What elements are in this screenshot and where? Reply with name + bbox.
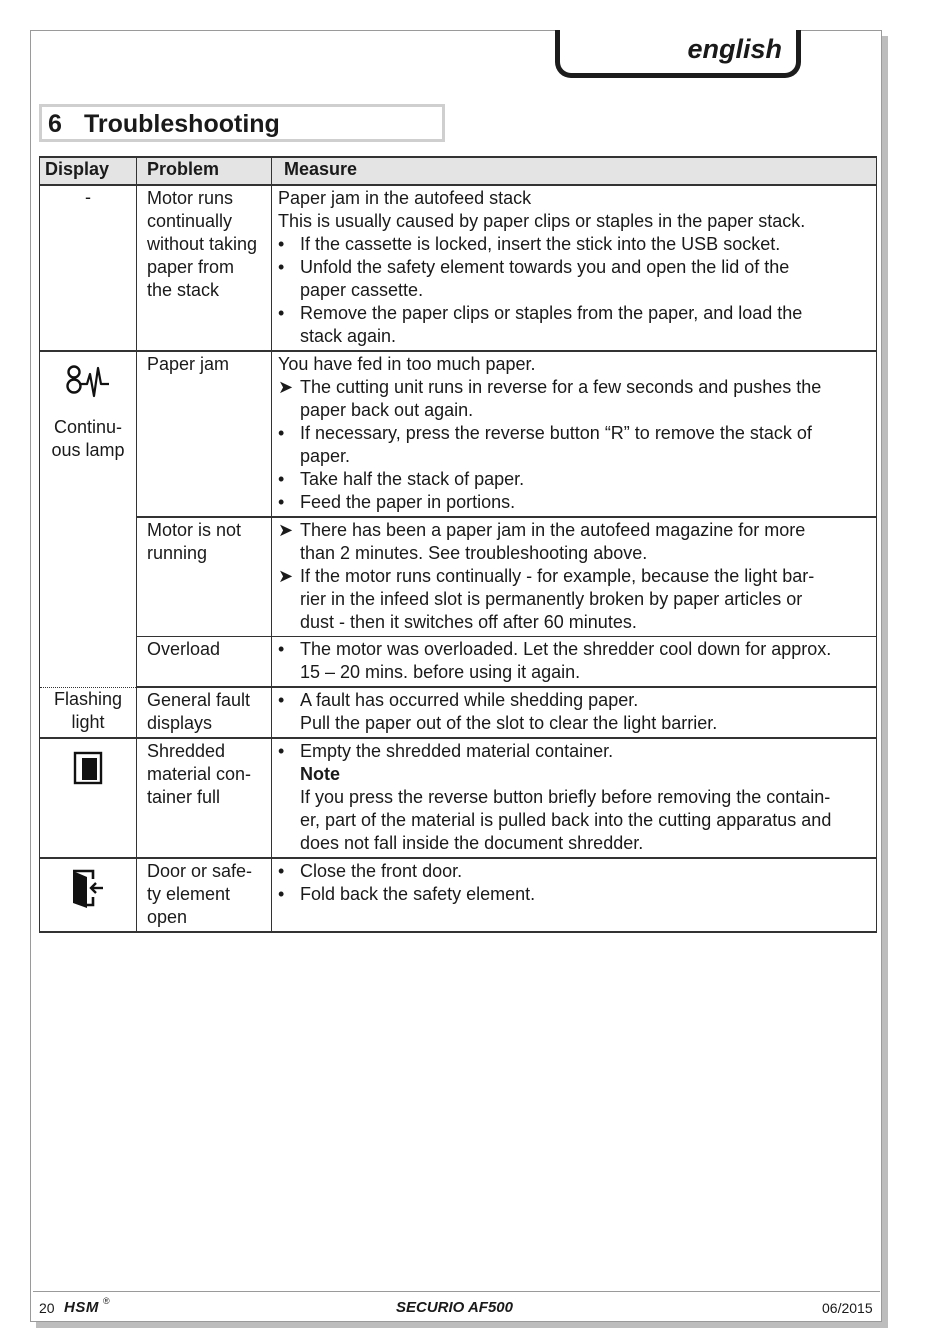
- troubleshooting-table: [39, 156, 877, 933]
- bullet-text: Remove the paper clips or staples from the paper, and load the: [300, 303, 803, 323]
- item-text: than 2 minutes. See troubleshooting above.: [300, 543, 648, 563]
- arrow-marker: ➤: [278, 377, 294, 397]
- table-header-row: [40, 157, 877, 185]
- paper-jam-icon: [65, 362, 111, 398]
- problem-line: General fault: [147, 690, 251, 710]
- display-text: light: [71, 711, 105, 732]
- problem-cell: [137, 687, 272, 738]
- measure-cell: [272, 687, 877, 738]
- brand-logo: HSM: [64, 1299, 99, 1316]
- bullet-text: paper cassette.: [300, 280, 424, 300]
- problem-line: without taking: [147, 234, 258, 254]
- bullet-marker: •: [278, 469, 285, 489]
- measure-cell: [272, 517, 877, 637]
- problem-cell: [137, 858, 272, 932]
- measure-line: This is usually caused by paper clips or staples in the paper stack.: [278, 211, 806, 231]
- table-row: [40, 858, 877, 932]
- problem-cell: [137, 637, 272, 688]
- item-text: paper back out again.: [300, 400, 474, 420]
- display-text: Flashing: [53, 688, 123, 709]
- table-row: [40, 738, 877, 858]
- item-text: The cutting unit runs in reverse for a few seconds and pushes the: [300, 377, 822, 397]
- display-text: ous lamp: [51, 440, 125, 460]
- display-cell: [40, 738, 137, 858]
- column-header-problem: Problem: [137, 157, 272, 185]
- item-text: If necessary, press the reverse button “R” to remove the stack of: [300, 423, 812, 443]
- display-text: -: [85, 187, 91, 207]
- item-text: A fault has occurred while shedding paper.: [300, 690, 639, 710]
- arrow-item: [278, 519, 872, 565]
- bullet-item: [278, 233, 872, 256]
- item-text: 15 – 20 mins. before using it again.: [300, 662, 581, 682]
- column-header-display: Display: [40, 157, 137, 185]
- problem-line: Door or safe-: [147, 861, 253, 881]
- footer-rule: [33, 1291, 880, 1292]
- section-number: 6: [48, 110, 62, 138]
- problem-line: continually: [147, 211, 233, 231]
- item-text: rier in the infeed slot is permanently broken by paper articles or: [300, 589, 803, 609]
- display-cell: [40, 351, 137, 687]
- bullet-item: [278, 689, 872, 735]
- arrow-marker: ➤: [278, 566, 294, 586]
- bullet-text: Empty the shredded material container.: [300, 741, 614, 761]
- problem-line: running: [147, 543, 208, 563]
- item-text: paper.: [300, 446, 351, 466]
- problem-line: Motor is not: [147, 520, 242, 540]
- display-cell: [40, 858, 137, 932]
- bullet-marker: •: [278, 257, 285, 277]
- measure-cell: [272, 351, 877, 517]
- problem-cell: [137, 185, 272, 351]
- problem-line: the stack: [147, 280, 220, 300]
- problem-line: Shredded: [147, 741, 226, 761]
- problem-line: tainer full: [147, 787, 221, 807]
- arrow-item: [278, 565, 872, 634]
- bullet-item: [278, 302, 872, 348]
- registered-mark: ®: [103, 1296, 110, 1306]
- bullet-marker: •: [278, 234, 285, 254]
- problem-line: paper from: [147, 257, 235, 277]
- bullet-text: Fold back the safety element.: [300, 884, 536, 904]
- problem-line: Motor runs: [147, 188, 234, 208]
- arrow-item: [278, 376, 872, 422]
- bullet-item: [278, 468, 872, 491]
- language-tab: [555, 30, 801, 78]
- bullet-marker: •: [278, 639, 285, 659]
- door-open-icon: [69, 867, 107, 909]
- item-text: The motor was overloaded. Let the shredder cool down for approx.: [300, 639, 832, 659]
- bullet-marker: •: [278, 884, 285, 904]
- item-text: dust - then it switches off after 60 minutes.: [300, 612, 637, 632]
- measure-cell: [272, 637, 877, 688]
- note-text: does not fall inside the document shredder.: [300, 833, 644, 853]
- table-row: [40, 637, 877, 688]
- table-row: [40, 185, 877, 351]
- table-row: [40, 687, 877, 738]
- bullet-text: stack again.: [300, 326, 397, 346]
- section-heading: [39, 104, 445, 142]
- bullet-text: Unfold the safety element towards you and open the lid of the: [300, 257, 790, 277]
- item-text: Take half the stack of paper.: [300, 469, 525, 489]
- note-text: er, part of the material is pulled back into the cutting apparatus and: [300, 810, 832, 830]
- item-text: If the motor runs continually - for example, because the light bar-: [300, 566, 815, 586]
- bullet-marker: •: [278, 303, 285, 323]
- model-name: SECURIO AF500: [396, 1299, 513, 1316]
- problem-line: material con-: [147, 764, 252, 784]
- display-text: Continu-: [53, 417, 123, 437]
- problem-line: displays: [147, 713, 213, 733]
- table-row: [40, 351, 877, 517]
- display-cell: [40, 687, 137, 738]
- item-text: Pull the paper out of the slot to clear the light barrier.: [300, 713, 718, 733]
- measure-cell: [272, 738, 877, 858]
- bullet-item: [278, 491, 872, 514]
- problem-cell: [137, 351, 272, 517]
- bullet-item: [278, 638, 872, 684]
- measure-line: You have fed in too much paper.: [278, 354, 536, 374]
- bullet-marker: •: [278, 690, 285, 710]
- note-label: Note: [300, 764, 340, 784]
- container-full-icon: [73, 751, 103, 785]
- problem-cell: [137, 517, 272, 637]
- note-text: If you press the reverse button briefly before removing the contain-: [300, 787, 831, 807]
- problem-line: ty element: [147, 884, 231, 904]
- edition-date: 06/2015: [822, 1300, 873, 1316]
- bullet-text: If the cassette is locked, insert the stick into the USB socket.: [300, 234, 781, 254]
- page-number: 20: [39, 1300, 55, 1316]
- item-text: Feed the paper in portions.: [300, 492, 516, 512]
- measure-line: Paper jam in the autofeed stack: [278, 188, 532, 208]
- table-row: [40, 517, 877, 637]
- bullet-text: Close the front door.: [300, 861, 463, 881]
- bullet-marker: •: [278, 423, 285, 443]
- item-text: There has been a paper jam in the autofeed magazine for more: [300, 520, 806, 540]
- bullet-item: [278, 740, 872, 855]
- problem-line: Overload: [147, 639, 221, 659]
- display-cell: [40, 185, 137, 351]
- bullet-item: [278, 860, 872, 883]
- bullet-item: [278, 422, 872, 468]
- problem-line: open: [147, 907, 188, 927]
- measure-cell: [272, 185, 877, 351]
- column-header-measure: Measure: [272, 157, 877, 185]
- bullet-item: [278, 256, 872, 302]
- bullet-marker: •: [278, 741, 285, 761]
- problem-cell: [137, 738, 272, 858]
- measure-cell: [272, 858, 877, 932]
- problem-line: Paper jam: [147, 354, 230, 374]
- bullet-marker: •: [278, 492, 285, 512]
- bullet-item: [278, 883, 872, 906]
- language-label: english: [687, 34, 782, 64]
- bullet-marker: •: [278, 861, 285, 881]
- arrow-marker: ➤: [278, 520, 294, 540]
- section-title: Troubleshooting: [84, 110, 280, 138]
